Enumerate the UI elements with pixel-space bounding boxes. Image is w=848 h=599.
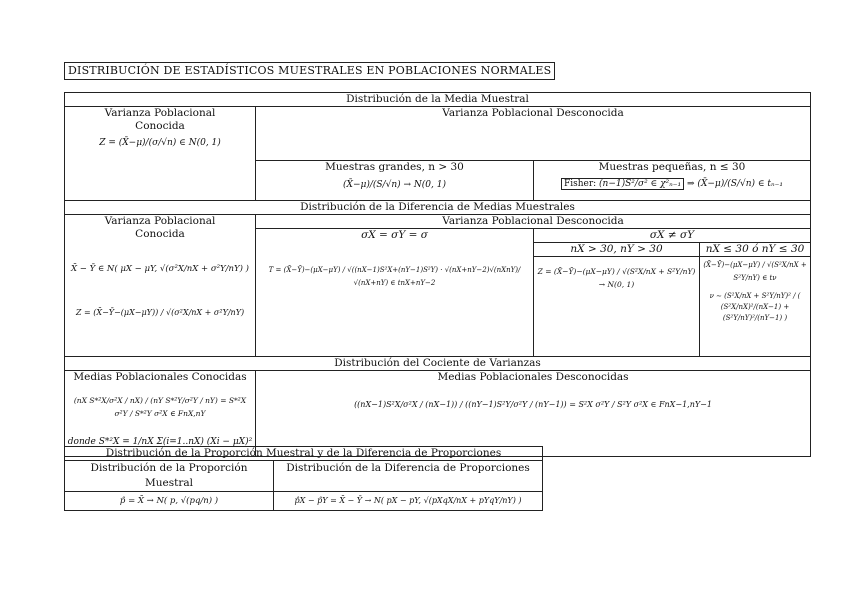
fisher-formula: (n−1)S²/σ² ∈ χ²ₙ₋₁ [599,179,682,189]
prop-col1-label: Distribución de la Proporción Muestral [65,461,274,492]
media-known-label-2: Conocida [135,120,185,132]
diff-known-formula-1: X̄ − Ȳ ∈ N( μX − μY, √(σ²X/nX + σ²Y/nY) ) [71,264,249,274]
diff-known-formula-2: Z = (X̄−Ȳ−(μX−μY)) / √(σ²X/nX + σ²Y/nY) [75,308,245,317]
diff-small-cell [700,257,811,357]
prop-col2-label: Distribución de la Diferencia de Proporciones [274,461,543,492]
media-small-label: Muestras pequeñas, n ≤ 30 [598,161,746,173]
main-table [64,92,811,457]
diff-known-label-2: Conocida [135,228,185,240]
ratio-unknown-formula: ((nX−1)S²X/σ²X / (nX−1)) / ((nY−1)S²Y/σ²Y / (nY−1)) = S²X σ²Y / S²Y σ²X ∈ FnX−1,nY−1 [354,400,712,409]
document-title: DISTRIBUCIÓN DE ESTADÍSTICOS MUESTRALES EN POBLACIONES NORMALES [64,62,555,80]
media-large-cell [256,161,534,201]
diff-notequal-label: σX ≠ σY [534,229,811,243]
proportion-table [64,446,543,511]
diff-equal-cell [256,229,534,357]
diff-known-label-1: Varianza Poblacional [104,215,216,227]
diff-equal-formula: T = (X̄−Ȳ)−(μX−μY) / √((nX−1)S²X+(nY−1)S²Y) · √(nX+nY−2)√(nXnY)/√(nX+nY) ∈ tnX+nY−2 [268,266,521,287]
diff-unknown-header: Varianza Poblacional Desconocida [256,215,811,229]
diff-small-formula-2: ν ∼ (S²X/nX + S²Y/nY)² / ( (S²X/nX)²/(nX−1) + (S²Y/nY)²/(nY−1) ) [709,292,801,322]
prop-formula-2: p̂X − p̂Y = X̄ − Ȳ → N( pX − pY, √(pXqX/nX + pYqY/nY) ) [274,492,543,511]
media-known-formula: Z = (X̄−μ)/(σ/√n) ∈ N(0, 1) [99,138,221,148]
media-large-label: Muestras grandes, n > 30 [325,161,464,173]
ratio-known-cell [65,371,256,457]
media-known-label-1: Varianza Poblacional [104,107,216,119]
ratio-known-def: donde S*²X = 1/nX Σ(i=1..nX) (Xi − μX)² [67,437,253,447]
ratio-unknown-label: Medias Poblacionales Desconocidas [437,371,629,383]
diff-large-cell [534,257,700,357]
ratio-unknown-cell [256,371,811,457]
ratio-known-formula: (nX S*²X/σ²X / nX) / (nY S*²Y/σ²Y / nY) = S*²X σ²Y / S*²Y σ²X ∈ FnX,nY [73,396,247,418]
section-header-ratio: Distribución del Cociente de Varianzas [65,357,811,371]
media-unknown-header: Varianza Poblacional Desconocida [256,107,811,161]
prop-header: Distribución de la Proporción Muestral y de la Diferencia de Proporciones [65,447,543,461]
prop-formula-1: p̂ = X̄ → N( p, √(pq/n) ) [65,492,274,511]
diff-equal-label: σX = σY = σ [361,229,428,241]
diff-small-label: nX ≤ 30 ó nY ≤ 30 [700,243,811,257]
diff-large-formula: Z = (X̄−Ȳ)−(μX−μY) / √(S²X/nX + S²Y/nY) → N(0, 1) [537,267,696,289]
diff-small-formula-1: (X̄−Ȳ)−(μX−μY) / √(S²X/nX + S²Y/nY) ∈ tν [703,261,807,282]
media-large-formula: (X̄−μ)/(S/√n) → N(0, 1) [343,180,446,190]
fisher-label: Fisher: [563,179,597,189]
diff-large-label: nX > 30, nY > 30 [534,243,700,257]
ratio-known-label: Medias Poblacionales Conocidas [73,371,247,383]
media-known-cell [65,107,256,201]
media-small-cell [534,161,811,201]
diff-known-cell [65,215,256,357]
fisher-result: ⇒ (X̄−μ)/(S/√n) ∈ tₙ₋₁ [687,179,784,189]
section-header-media: Distribución de la Media Muestral [65,93,811,107]
section-header-diff: Distribución de la Diferencia de Medias Muestrales [65,201,811,215]
